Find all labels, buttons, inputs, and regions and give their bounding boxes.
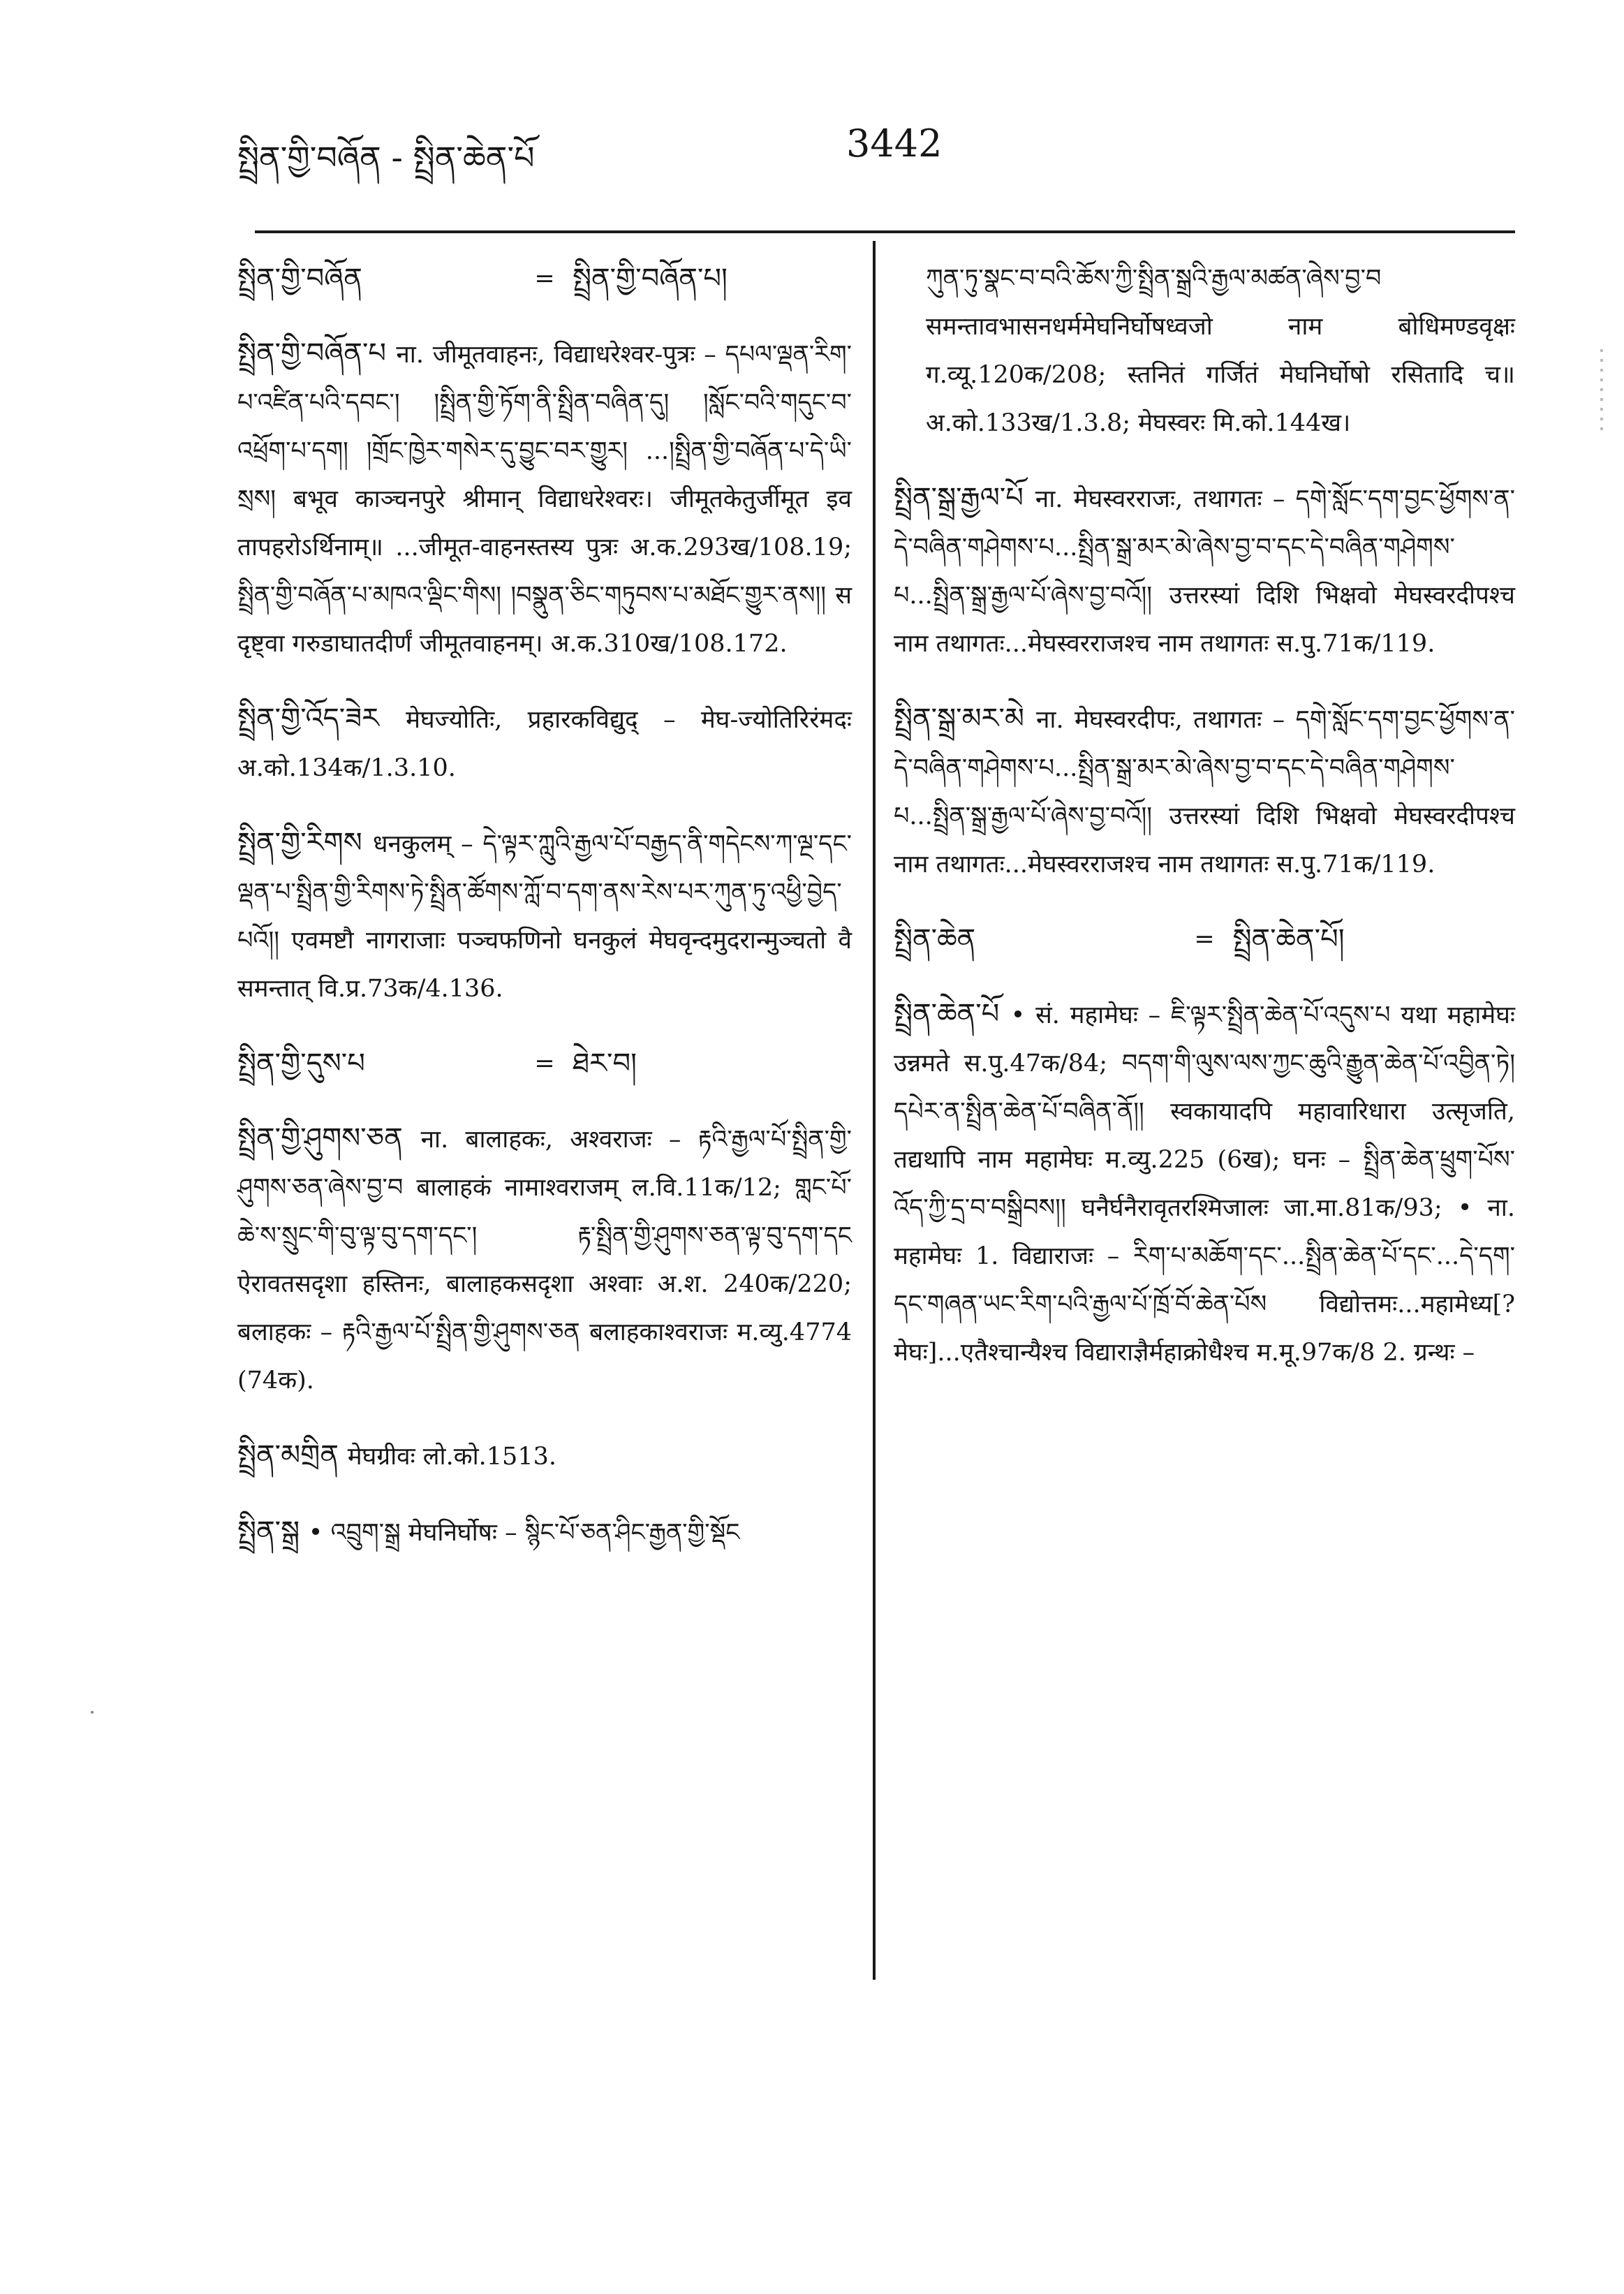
headword: སྤྲིན་ཆེན [894, 923, 976, 955]
headword: སྤྲིན་གྱི་རིགས [237, 827, 373, 859]
margin-dot [91, 1711, 94, 1714]
entry-text: • འབྲུག་སྒྲ मेघनिर्घोषः – སྙིང་པོ་ཅན་ཤིང་རྒྱན་གྱི་སྡོང [308, 1519, 740, 1547]
entry-text: ना. मेघस्वरदीपः, तथागतः – དགེ་སློང་དག་བྱང་ཕྱོགས་ན་དེ་བཞིན་གཤེགས་པ...སྤྲིན་སྒྲ་མར་མེ་ཞེས་བྱ་བ་དང་དེ་བཞིན་གཤེགས་པ...སྤྲིན་སྒྲ་རྒྱལ་པོ་ཞེས་བྱ་བའོ།། उत्तरस्यां दिशि भिक्षवो मेघस्वरदीपश्च नाम तथागतः...मेघस्वरराजश्च नाम तथागतः स.पु.71क/119. [894, 706, 1515, 878]
dictionary-entry [894, 474, 1515, 668]
page-number: 3442 [846, 122, 943, 166]
entry-text: मेघग्रीवः लो.को.1513. [347, 1443, 556, 1471]
column-divider [873, 241, 876, 1980]
dictionary-entry [894, 990, 1515, 1377]
headword: སྤྲིན་མགྲིན [237, 1439, 348, 1471]
equals-sign: = [534, 265, 555, 293]
dictionary-entry [237, 819, 852, 1013]
entry-text: मेघज्योतिः, प्रहारकविद्युद् – मेघ-ज्योतिरिरंमदः अ.को.134क/1.3.10. [237, 706, 852, 782]
entry-text: ना. मेघस्वरराजः, तथागतः – དགེ་སློང་དག་བྱང་ཕྱོགས་ན་དེ་བཞིན་གཤེགས་པ...སྤྲིན་སྒྲ་མར་མེ་ཞེས་བྱ་བ་དང་དེ་བཞིན་གཤེགས་པ...སྤྲིན་སྒྲ་རྒྱལ་པོ་ཞེས་བྱ་བའོ།། उत्तरस्यां दिशि भिक्षवो मेघस्वरदीपश्च नाम तथागतः...मेघस्वरराजश्च नाम तथागतः स.पु.71क/119. [894, 485, 1515, 658]
header-rule [255, 230, 1515, 233]
dictionary-entry [237, 695, 852, 793]
entry-continuation: ཀུན་ཏུ་སྣང་བ་བའི་ཆོས་ཀྱི་སྤྲིན་སྒྲའི་རྒྱལ་མཚན་ཞེས་བྱ་བ समन्तावभासनधर्ममेघनिर्घोषध्वजो नाम बोधिमण्डवृक्षः ग.व्यू.120क/208; स्तनितं गर्जितं मेघनिर्घोषो रसितादि च॥ अ.को.133ख/1.3.8; मेघस्वरः मि.को.144ख। [926, 265, 1515, 437]
cross-reference: ཐེར་བ། [573, 1047, 637, 1080]
equals-sign: = [1194, 925, 1215, 953]
right-column [894, 255, 1515, 1404]
headword: སྤྲིན་གྱི་བཞོན་པ [237, 337, 397, 369]
headword: སྤྲིན་སྒྲ་རྒྱལ་པོ [894, 482, 1035, 514]
dictionary-entry [894, 916, 1515, 964]
dictionary-entry [237, 1040, 852, 1088]
headword: སྤྲིན་གྱི་དུས་པ [237, 1047, 365, 1080]
left-column [237, 255, 852, 1584]
headword: སྤྲིན་སྒྲ་མར་མེ [894, 703, 1036, 735]
dictionary-entry [237, 330, 852, 668]
equals-sign: = [534, 1050, 555, 1078]
headword: སྤྲིན་གྱི་ཤུགས་ཅན [237, 1122, 421, 1154]
cross-reference: སྤྲིན་གྱི་བཞོན་པ། [573, 263, 728, 295]
dictionary-entry [894, 695, 1515, 889]
dictionary-entry [237, 1115, 852, 1405]
headword: སྤྲིན་གྱི་འོད་ཟེར [237, 703, 406, 735]
entry-text: ना. बालाहकः, अश्वराजः – རྟའི་རྒྱལ་པོ་སྤྲིན་གྱི་ཤུགས་ཅན་ཞེས་བྱ་བ बालाहकं नामाश्वराजम् ल.वि.11क/12; གླང་པོ་ཆེ་ས་སྲུང་གི་བུ་ལྟ་བུ་དག་དང་། རྟ་སྤྲིན་གྱི་ཤུགས་ཅན་ལྟ་བུ་དག་དང ऐरावतसदृशा हस्तिनः, बालाहकसदृशा अश्वाः अ.श. 240क/220; बलाहकः – རྟའི་རྒྱལ་པོ་སྤྲིན་གྱི་ཤུགས་ཅན बलाहकाश्वराजः म.व्यु.4774 (74क). [237, 1126, 852, 1395]
margin-mark [1600, 349, 1603, 433]
cross-reference: སྤྲིན་ཆེན་པོ། [1232, 923, 1345, 955]
entry-text: ना. जीमूतवाहनः, विद्याधरेश्वर-पुत्रः – དཔལ་ལྡན་རིག་པ་འཛིན་པའི་དབང་། །སྤྲིན་གྱི་ཏོག་ནི་སྤྲིན་བཞིན་དུ། །སློང་བའི་གདུང་བ་འཕྲོག་པ་དག། །གྲོང་ཁྱེར་གསེར་དུ་བྱུང་བར་གྱུར། ...།སྤྲིན་གྱི་བཞོན་པ་དེ་ཡི་སྲས། बभूव काञ्चनपुरे श्रीमान् विद्याधरेश्वरः। जीमूतकेतुर्जीमूत इव तापहरोऽर्थिनाम्॥ ...जीमूत-वाहनस्तस्य पुत्रः अ.क.293ख/108.19; སྤྲིན་གྱི་བཞོན་པ་མཁའ་ལྡིང་གིས། །བསྣུན་ཅིང་གཏུབས་པ་མཐོང་གྱུར་ནས།། स दृष्ट्वा गरुडाघातदीर्णं जीमूतवाहनम्। अ.क.310ख/108.172. [237, 341, 852, 658]
headword: སྤྲིན་སྒྲ [237, 1515, 309, 1547]
headword: སྤྲིན་གྱི་བཞོན [237, 263, 362, 295]
page-header [237, 112, 1564, 189]
running-head: སྤྲིན་གྱི་བཞོན - སྤྲིན་ཆེན་པོ [237, 139, 535, 177]
entry-text: धनकुलम् – དེ་ལྟར་ཀླུའི་རྒྱལ་པོ་བརྒྱད་ནི་གདེངས་ཀ་ལྔ་དང་ལྡན་པ་སྤྲིན་གྱི་རིགས་ཏེ་སྤྲིན་ཚོགས་ཀློ་བ་དག་ནས་རེས་པར་ཀུན་ཏུ་འཕྱི་བྱེད་པའོ།། एवमष्टौ नागराजाः पञ्चफणिनो घनकुलं मेघवृन्दमुदरान्मुञ्चतो वै समन्तात् वि.प्र.73क/4.136. [237, 830, 852, 1003]
dictionary-entry [237, 1432, 852, 1481]
dictionary-entry [237, 255, 852, 303]
dictionary-entry [237, 1508, 852, 1557]
entry-text: • सं. महामेघः – ཇི་ལྟར་སྤྲིན་ཆེན་པོ་འདུས་པ यथा महामेघः उन्नमते स.पु.47क/84; བདག་གི་ལུས་ལས་ཀྱང་ཆུའི་རྒྱུན་ཆེན་པོ་འབྱིན་ཏེ། དཔེར་ན་སྤྲིན་ཆེན་པོ་བཞིན་ནོ།། स्वकायादपि महावारिधारा उत्सृजति, तद्यथापि नाम महामेघः म.व्यु.225 (6ख); घनः – སྤྲིན་ཆེན་ཕྲུག་པོས་འོད་ཀྱི་དྲ་བ་བསྒྲིབས།། घनैर्घनैरावृतरश्मिजालः जा.मा.81क/93; • ना. महामेघः 1. विद्याराजः – རིག་པ་མཆོག་དང་...སྤྲིན་ཆེན་པོ་དང་...དེ་དག་དང་གཞན་ཡང་རིག་པའི་རྒྱལ་པོ་ཁྲོ་བོ་ཆེན་པོས विद्योत्तमः...महामेध्य[?मेघः]...एतैश्चान्यैश्च विद्याराज्ञैर्महाक्रोधैश्च म.मू.97क/8 2. ग्रन्थः – [894, 1001, 1515, 1367]
headword: སྤྲིན་ཆེན་པོ [894, 998, 1011, 1030]
